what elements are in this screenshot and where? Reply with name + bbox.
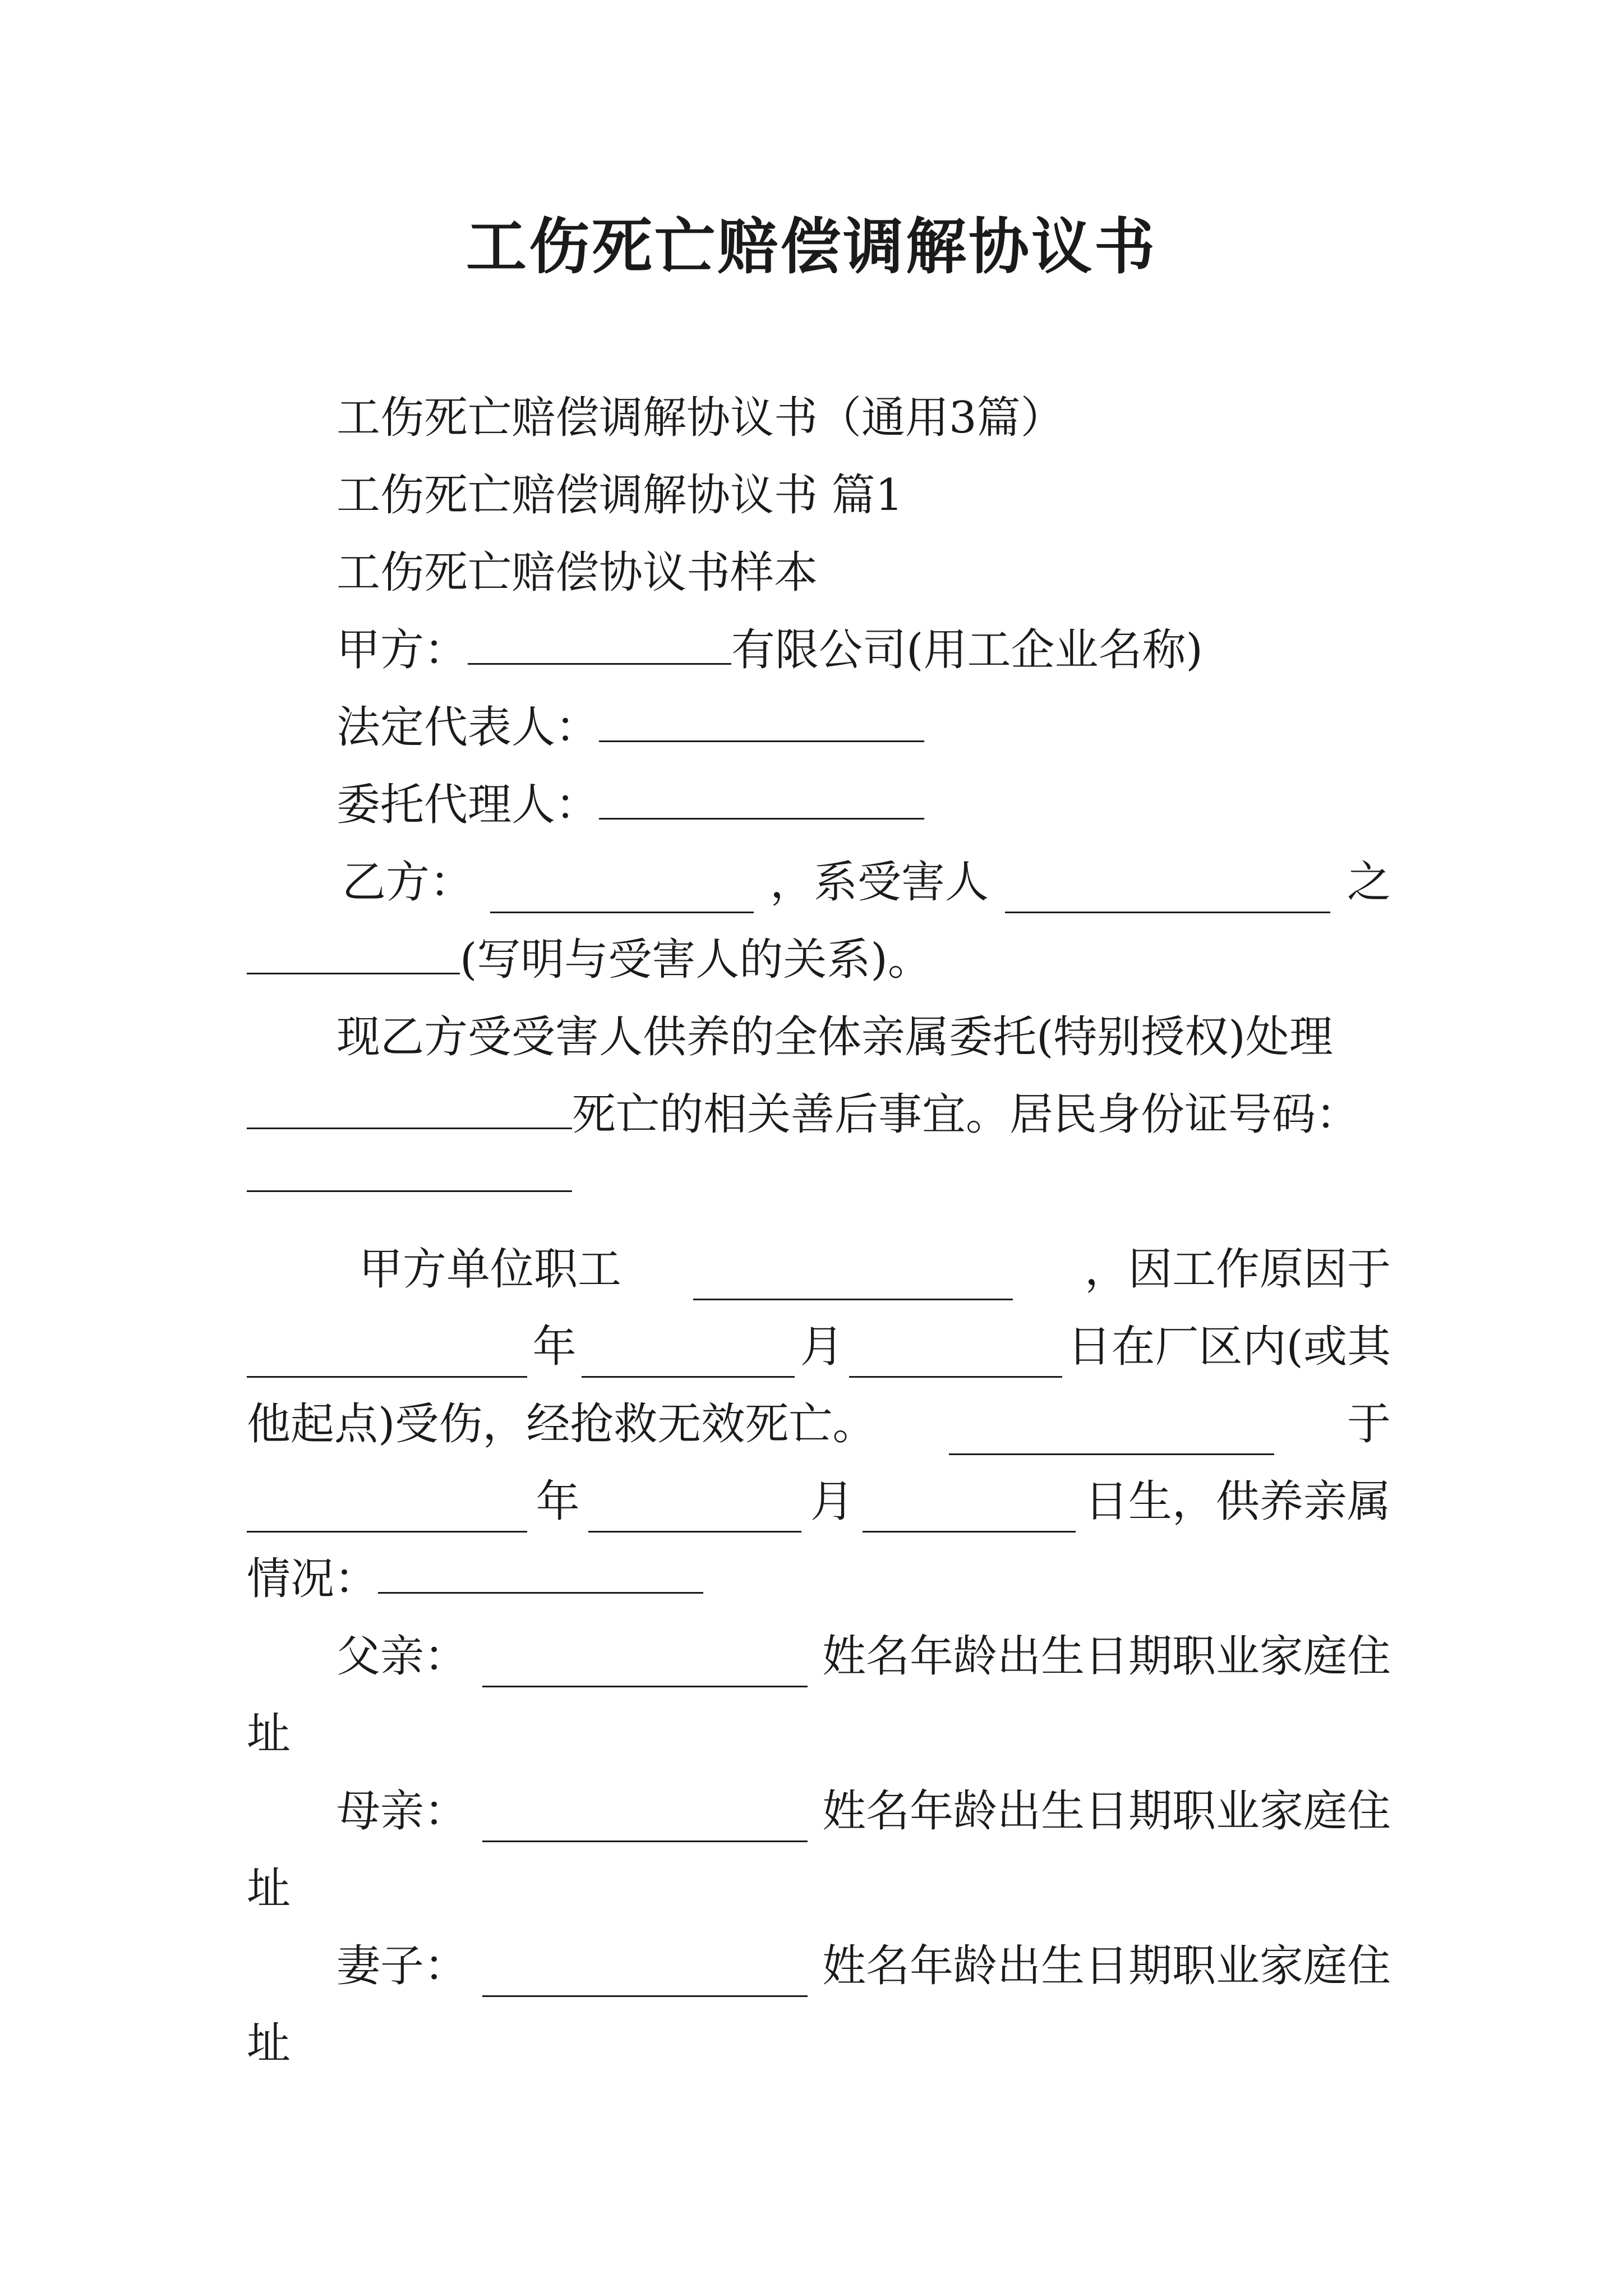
chapter-heading: 工伤死亡赔偿调解协议书 篇1: [336, 470, 903, 521]
wife-line: [336, 1935, 1391, 1997]
party-b-label: 乙方：: [342, 857, 474, 908]
party-b-line: [342, 852, 1391, 913]
wife-fields: 姓名年龄出生日期职业家庭住: [822, 1941, 1391, 1991]
accident-line-1-b: ，因工作原因于: [1084, 1244, 1391, 1295]
relation-line: [247, 929, 932, 991]
father-line: [336, 1626, 1391, 1687]
employee-blank: [693, 1265, 1013, 1300]
party-a-blank: [468, 629, 731, 665]
collection-heading: 工伤死亡赔偿调解协议书（通用3篇）: [336, 393, 1064, 443]
father-blank: [482, 1652, 808, 1687]
accident-year-blank: [247, 1342, 527, 1378]
birth-year-label: 年: [536, 1476, 580, 1527]
deceased-blank: [247, 1094, 572, 1129]
party-a-label: 甲方：: [336, 625, 468, 675]
accident-line-4-end: 日生，供养亲属: [1084, 1476, 1391, 1527]
victim-blank: [1005, 878, 1330, 913]
wife-label: 妻子：: [336, 1941, 468, 1991]
id-number-blank: [247, 1190, 572, 1192]
father-fields: 姓名年龄出生日期职业家庭住: [822, 1631, 1391, 1682]
accident-line-1-a: 甲方单位职工: [359, 1244, 622, 1295]
mother-label: 母亲：: [336, 1786, 468, 1837]
birth-name-blank: [949, 1420, 1274, 1455]
legal-rep-line: [336, 697, 924, 758]
legal-rep-blank: [599, 707, 924, 742]
relation-blank: [247, 939, 460, 974]
father-wrap: 址: [247, 1709, 291, 1759]
dependents-blank: [378, 1558, 703, 1594]
accident-line-2-end: 日在厂区内(或其: [1067, 1322, 1391, 1372]
legal-rep-label: 法定代表人：: [336, 702, 600, 753]
dependents-line: [247, 1548, 703, 1610]
birth-month-blank: [588, 1497, 801, 1533]
birth-month-label: 月: [810, 1476, 854, 1527]
accident-line-3-a: 他起点)受伤，经抢救无效死亡。: [247, 1399, 877, 1450]
party-a-line: [336, 619, 1203, 681]
party-b-blank: [490, 878, 754, 913]
birth-year-blank: [247, 1497, 527, 1533]
agent-label: 委托代理人：: [336, 780, 600, 830]
accident-month-label: 月: [800, 1322, 844, 1372]
wife-wrap: 址: [247, 2018, 291, 2069]
agent-line: [336, 774, 924, 836]
accident-line-3: [247, 1393, 1391, 1455]
agent-blank: [599, 784, 924, 820]
accident-day-blank: [849, 1342, 1062, 1378]
mother-wrap: 址: [247, 1864, 291, 1914]
entrust-line-1: 现乙方受受害人供养的全体亲属委托(特别授权)处理: [336, 1012, 1333, 1062]
dependents-label: 情况：: [247, 1554, 379, 1604]
sample-heading: 工伤死亡赔偿协议书样本: [336, 547, 818, 598]
birth-day-blank: [863, 1497, 1076, 1533]
accident-line-1: [359, 1239, 1391, 1300]
document-title: 工伤死亡赔偿调解协议书: [465, 211, 1157, 282]
accident-line-3-b: 于: [1347, 1399, 1391, 1450]
party-b-end: 之: [1347, 857, 1391, 908]
accident-month-blank: [582, 1342, 795, 1378]
entrust-line-2: [247, 1084, 1359, 1145]
wife-blank: [482, 1962, 808, 1997]
party-b-mid: ，系受害人: [769, 857, 989, 908]
accident-line-2: [247, 1316, 1391, 1378]
party-a-suffix: 有限公司(用工企业名称): [731, 625, 1203, 675]
father-label: 父亲：: [336, 1631, 468, 1682]
accident-line-4: [247, 1471, 1391, 1533]
entrust-line-2-text: 死亡的相关善后事宜。居民身份证号码：: [572, 1089, 1360, 1140]
relation-note: (写明与受害人的关系)。: [460, 935, 932, 985]
mother-blank: [482, 1807, 808, 1842]
accident-year-label: 年: [532, 1322, 577, 1372]
mother-fields: 姓名年龄出生日期职业家庭住: [822, 1786, 1391, 1837]
mother-line: [336, 1780, 1391, 1842]
